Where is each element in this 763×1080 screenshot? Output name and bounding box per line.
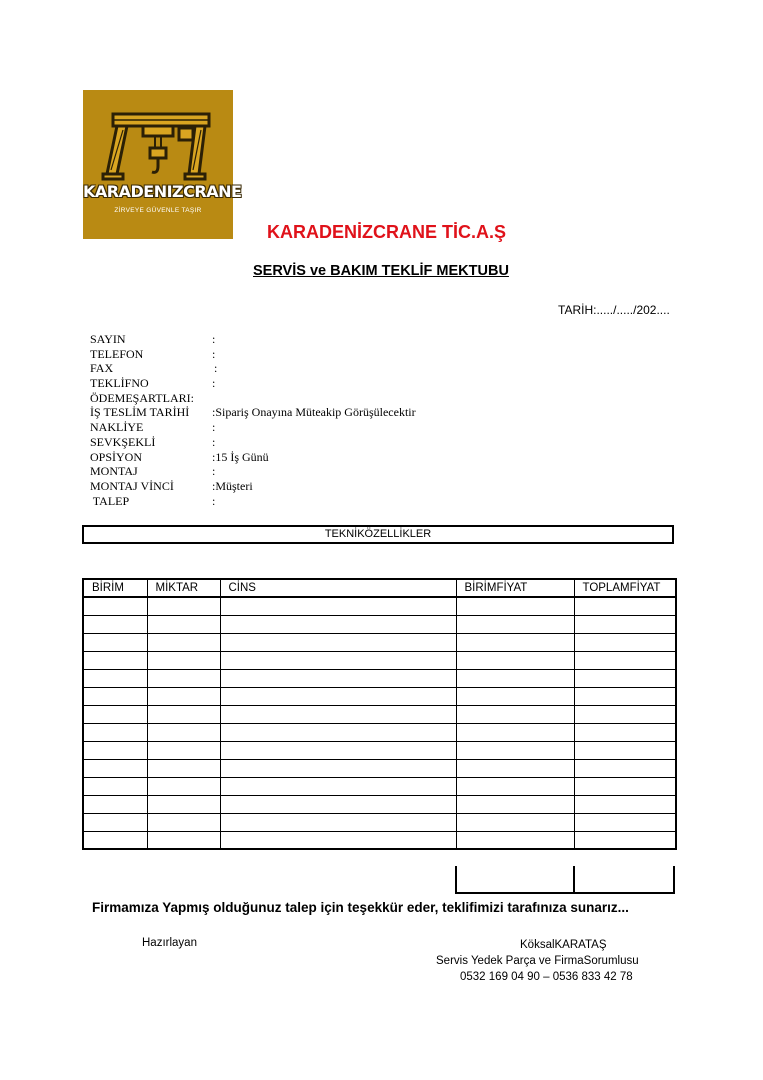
table-cell[interactable]: [220, 669, 456, 687]
table-cell[interactable]: [83, 705, 147, 723]
field-label: SAYIN: [90, 332, 126, 346]
thank-you-note: Firmamıza Yapmış olduğunuz talep için teşekkür eder, teklifimizi tarafınıza sunarız...: [92, 900, 629, 915]
table-row: [83, 705, 676, 723]
table-cell[interactable]: [220, 633, 456, 651]
field-label: TELEFON: [90, 346, 144, 361]
table-row: [83, 633, 676, 651]
table-row: [83, 777, 676, 795]
table-cell[interactable]: [83, 831, 147, 849]
table-cell[interactable]: [147, 597, 220, 615]
table-cell[interactable]: [220, 741, 456, 759]
table-cell[interactable]: [220, 615, 456, 633]
column-header-cins: CİNS: [220, 579, 456, 597]
table-cell[interactable]: [574, 597, 676, 615]
table-cell[interactable]: [574, 723, 676, 741]
logo-wordmark: KARADENIZCRANE: [83, 182, 242, 201]
column-header-toplamfiyat: TOPLAMFİYAT: [574, 579, 676, 597]
table-cell[interactable]: [456, 687, 574, 705]
signer-block: [420, 937, 700, 985]
company-name: KARADENİZCRANE TİC.A.Ş: [266, 222, 506, 242]
table-cell[interactable]: [574, 759, 676, 777]
table-row: [83, 795, 676, 813]
prepared-by-label: Hazırlayan: [142, 937, 197, 949]
field-value: :Sipariş Onayına Müteakip Görüşülecektir: [212, 405, 416, 420]
table-cell[interactable]: [574, 741, 676, 759]
field-label: ÖDEMEŞARTLARI:: [90, 390, 194, 405]
table-cell[interactable]: [456, 831, 574, 849]
field-label: TEKLİFNO: [90, 376, 149, 391]
logo-tagline: ZİRVEYE GÜVENLE TAŞIR: [114, 207, 202, 214]
column-header-birim: BİRİM: [83, 579, 147, 597]
field-label: SEVKŞEKLİ: [90, 434, 156, 449]
table-row: [83, 759, 676, 777]
table-row: [83, 669, 676, 687]
field-value: :: [212, 376, 216, 391]
signer-role: Servis Yedek Parça ve FirmaSorumlusu: [436, 955, 639, 967]
table-cell[interactable]: [574, 633, 676, 651]
table-cell[interactable]: [83, 633, 147, 651]
table-cell[interactable]: [456, 705, 574, 723]
table-row: [83, 687, 676, 705]
table-cell[interactable]: [456, 597, 574, 615]
table-cell[interactable]: [574, 651, 676, 669]
table-cell[interactable]: [147, 651, 220, 669]
table-row: [83, 597, 676, 615]
table-cell[interactable]: [83, 723, 147, 741]
table-cell[interactable]: [574, 615, 676, 633]
table-cell[interactable]: [574, 669, 676, 687]
table-cell[interactable]: [83, 669, 147, 687]
technical-specs-heading: TEKNİKÖZELLİKLER: [82, 525, 674, 544]
table-cell[interactable]: [220, 831, 456, 849]
field-value: :: [212, 434, 216, 449]
table-cell[interactable]: [456, 633, 574, 651]
table-cell[interactable]: [456, 759, 574, 777]
document-title: SERVİS ve BAKIM TEKLİF MEKTUBU: [253, 263, 509, 279]
signer-phones: 0532 169 04 90 – 0536 833 42 78: [460, 971, 633, 983]
table-cell[interactable]: [147, 687, 220, 705]
field-value: :Müşteri: [212, 478, 253, 493]
totals-divider: [573, 866, 575, 892]
table-row: [83, 723, 676, 741]
table-cell[interactable]: [220, 705, 456, 723]
company-logo: [83, 90, 242, 239]
table-cell[interactable]: [220, 813, 456, 831]
table-cell[interactable]: [456, 741, 574, 759]
table-cell[interactable]: [456, 795, 574, 813]
signer-name: KöksalKARATAŞ: [520, 939, 607, 951]
field-value: :: [212, 332, 216, 346]
field-value: :: [212, 420, 216, 435]
field-value: :: [212, 346, 216, 361]
table-cell[interactable]: [83, 741, 147, 759]
totals-box[interactable]: [455, 866, 675, 894]
table-cell[interactable]: [220, 651, 456, 669]
table-cell[interactable]: [456, 813, 574, 831]
gantry-crane-icon: [83, 90, 242, 239]
table-row: [83, 831, 676, 849]
field-value: :: [212, 493, 216, 508]
table-cell[interactable]: [83, 651, 147, 669]
field-label: MONTAJ VİNCİ: [90, 478, 174, 493]
table-cell[interactable]: [574, 705, 676, 723]
field-label: MONTAJ: [90, 464, 138, 479]
table-cell[interactable]: [574, 795, 676, 813]
table-cell[interactable]: [83, 795, 147, 813]
table-cell[interactable]: [574, 777, 676, 795]
table-cell[interactable]: [220, 597, 456, 615]
table-row: [83, 741, 676, 759]
date-line: TARİH:...../...../202....: [558, 303, 670, 317]
field-label: İŞ TESLİM TARİHİ: [90, 405, 190, 420]
table-cell[interactable]: [83, 687, 147, 705]
table-cell[interactable]: [220, 759, 456, 777]
field-value: :: [212, 464, 216, 479]
table-cell[interactable]: [147, 813, 220, 831]
field-label: TALEP: [90, 493, 130, 508]
table-cell[interactable]: [220, 777, 456, 795]
table-cell[interactable]: [147, 723, 220, 741]
items-table: [82, 578, 677, 850]
table-cell[interactable]: [456, 615, 574, 633]
table-row: [83, 615, 676, 633]
table-cell[interactable]: [220, 795, 456, 813]
table-cell[interactable]: [220, 687, 456, 705]
table-cell[interactable]: [83, 615, 147, 633]
table-cell[interactable]: [574, 813, 676, 831]
table-cell[interactable]: [456, 723, 574, 741]
table-cell[interactable]: [83, 597, 147, 615]
table-row: [83, 651, 676, 669]
table-cell[interactable]: [456, 669, 574, 687]
field-value: :15 İş Günü: [212, 449, 269, 464]
table-cell[interactable]: [147, 705, 220, 723]
table-cell[interactable]: [147, 831, 220, 849]
table-cell[interactable]: [83, 777, 147, 795]
table-cell[interactable]: [147, 795, 220, 813]
column-header-miktar: MİKTAR: [147, 579, 220, 597]
table-cell[interactable]: [574, 831, 676, 849]
field-value: :: [214, 361, 218, 376]
table-cell[interactable]: [83, 759, 147, 777]
table-cell[interactable]: [147, 633, 220, 651]
table-cell[interactable]: [456, 777, 574, 795]
table-cell[interactable]: [147, 669, 220, 687]
table-cell[interactable]: [147, 615, 220, 633]
table-cell[interactable]: [147, 759, 220, 777]
table-cell[interactable]: [220, 723, 456, 741]
field-label: OPSİYON: [90, 449, 143, 464]
field-label: NAKLİYE: [90, 420, 144, 435]
table-cell[interactable]: [574, 687, 676, 705]
field-label: FAX: [90, 361, 114, 376]
table-cell[interactable]: [456, 651, 574, 669]
table-row: [83, 813, 676, 831]
column-header-birimfiyat: BİRİMFİYAT: [456, 579, 574, 597]
table-cell[interactable]: [147, 777, 220, 795]
table-header-row: [83, 579, 676, 597]
table-cell[interactable]: [83, 813, 147, 831]
table-cell[interactable]: [147, 741, 220, 759]
